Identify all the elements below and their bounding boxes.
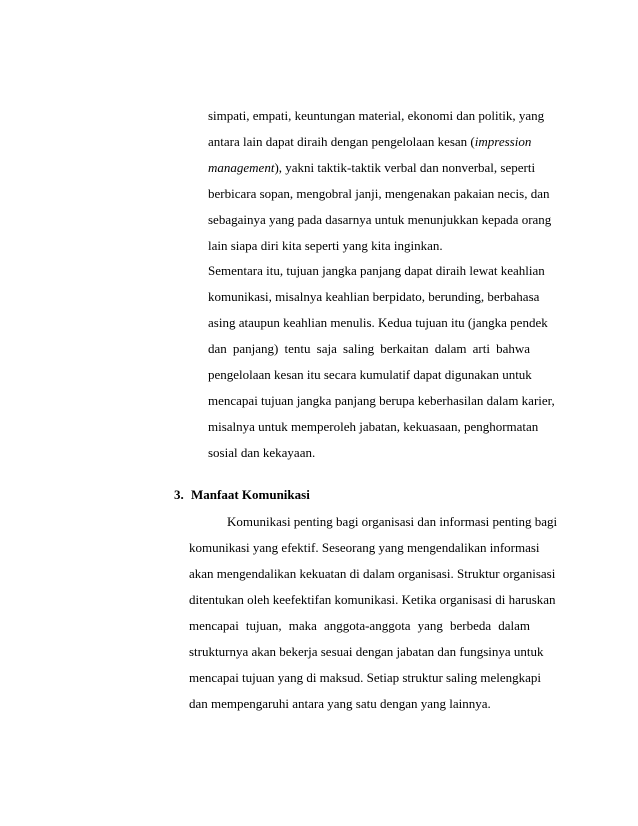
text-line: mencapai tujuan yang di maksud. Setiap struktur saling melengkapi [189, 670, 542, 685]
text-line: dan panjang) tentu saja saling berkaitan dalam arti bahwa [208, 341, 530, 356]
section-title: Manfaat Komunikasi [191, 487, 310, 502]
text-line [208, 129, 530, 155]
text-line: asing ataupun keahlian menulis. Kedua tujuan itu (jangka pendek [208, 315, 548, 330]
italic-term: impression [474, 134, 532, 149]
section-heading [174, 482, 530, 508]
text-line: Sementara itu, tujuan jangka panjang dapat diraih lewat keahlian [208, 263, 545, 278]
text-line [208, 155, 536, 181]
text-line: strukturnya akan bekerja sesuai dengan jabatan dan fungsinya untuk [189, 644, 544, 659]
text-line: berbicara sopan, mengobral janji, mengenakan pakaian necis, dan [208, 186, 550, 201]
text-line: komunikasi yang efektif. Seseorang yang mengendalikan informasi [189, 540, 540, 555]
text-line: simpati, empati, keuntungan material, ekonomi dan politik, yang [208, 108, 545, 123]
text-line: mencapai tujuan jangka panjang berupa keberhasilan dalam karier, [208, 393, 555, 408]
text-line: dan mempengaruhi antara yang satu dengan yang lainnya. [189, 696, 491, 711]
text-segment: ), yakni taktik-taktik verbal dan nonverbal, seperti [274, 160, 536, 175]
section-number: 3. [174, 487, 184, 502]
text-line: sebagainya yang pada dasarnya untuk menunjukkan kepada orang [208, 212, 552, 227]
paragraph [189, 509, 558, 717]
text-line: misalnya untuk memperoleh jabatan, kekuasaan, penghormatan [208, 419, 539, 434]
text-line: komunikasi, misalnya keahlian berpidato, berunding, berbahasa [208, 289, 540, 304]
text-line: Komunikasi penting bagi organisasi dan informasi penting bagi [227, 514, 558, 529]
italic-term: management [208, 160, 275, 175]
text-line: lain siapa diri kita seperti yang kita inginkan. [208, 238, 443, 253]
text-line: ditentukan oleh keefektifan komunikasi. Ketika organisasi di haruskan [189, 592, 556, 607]
text-line: pengelolaan kesan itu secara kumulatif dapat digunakan untuk [208, 367, 532, 382]
paragraph [208, 258, 555, 466]
text-line: sosial dan kekayaan. [208, 445, 316, 460]
paragraph-continued [208, 103, 552, 259]
text-segment: antara lain dapat diraih dengan pengelolaan kesan ( [208, 134, 475, 149]
text-line: akan mengendalikan kekuatan di dalam organisasi. Struktur organisasi [189, 566, 556, 581]
text-line: mencapai tujuan, maka anggota-anggota yang berbeda dalam [189, 618, 530, 633]
